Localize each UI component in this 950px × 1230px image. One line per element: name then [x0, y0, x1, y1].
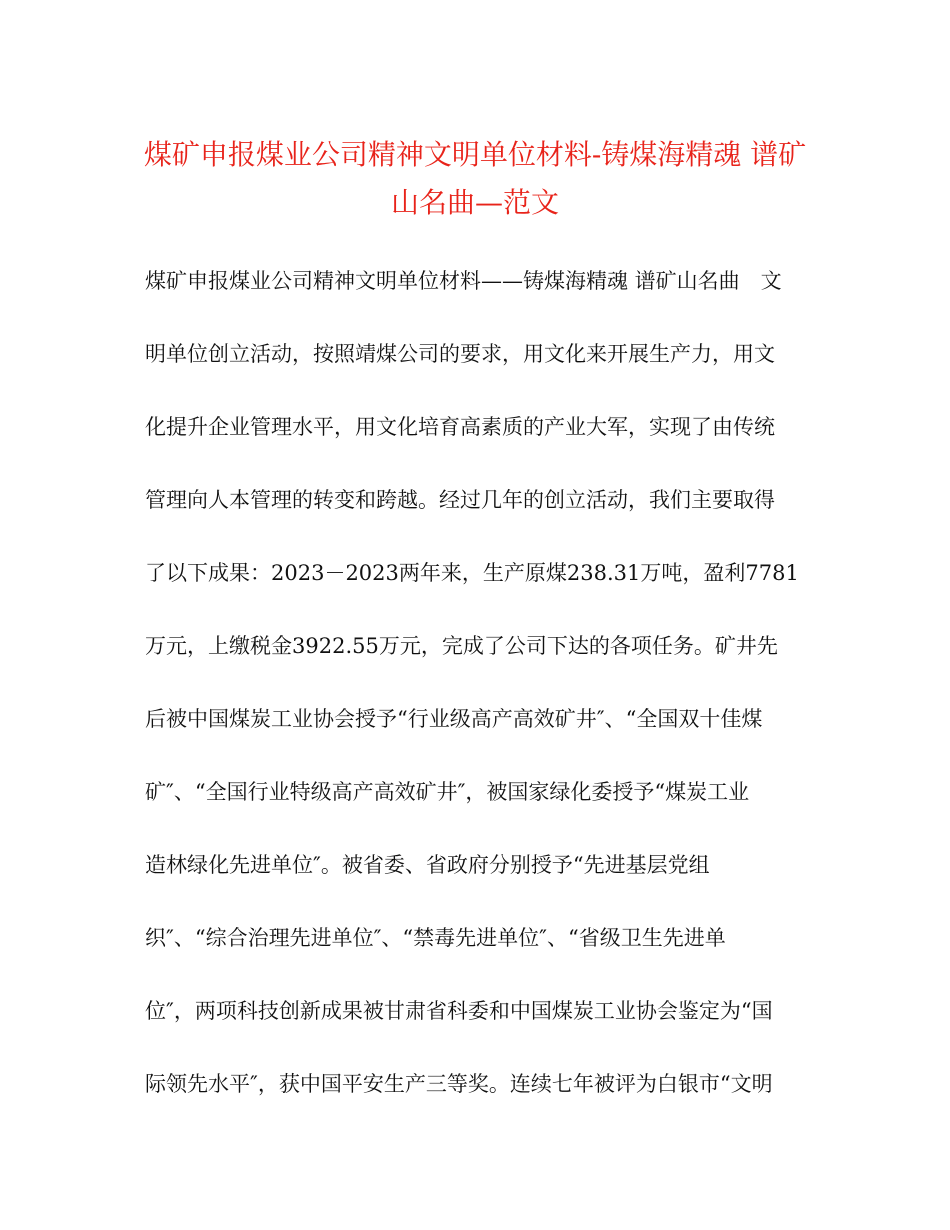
document-title [120, 131, 830, 227]
body-line-8: 矿″、“全国行业特级高产高效矿井″，被国家绿化委授予“煤炭工业 [145, 780, 750, 804]
body-line-10: 织″、“综合治理先进单位″、“禁毒先进单位″、“省级卫生先进单 [145, 926, 726, 950]
body-line-11: 位″，两项科技创新成果被甘肃省科委和中国煤炭工业协会鉴定为“国 [145, 999, 773, 1023]
body-line-5: 了以下成果：2023－2023两年来，生产原煤238.31万吨，盈利7781 [145, 561, 799, 585]
body-line-3: 化提升企业管理水平，用文化培育高素质的产业大军，实现了由传统 [145, 415, 775, 439]
body-line-4: 管理向人本管理的转变和跨越。经过几年的创立活动，我们主要取得 [145, 488, 775, 512]
body-line-6: 万元，上缴税金3922.55万元，完成了公司下达的各项任务。矿井先 [145, 634, 778, 658]
body-line-12: 际领先水平″，获中国平安生产三等奖。连续七年被评为白银市“文明 [145, 1072, 773, 1096]
body-line-9: 造林绿化先进单位″。被省委、省政府分别授予“先进基层党组 [145, 853, 710, 877]
body-line-2: 明单位创立活动，按照靖煤公司的要求，用文化来开展生产力，用文 [145, 342, 775, 366]
body-line-7: 后被中国煤炭工业协会授予“行业级高产高效矿井″、“全国双十佳煤 [145, 707, 763, 731]
title-line-1: 煤矿申报煤业公司精神文明单位材料-铸煤海精魂 谱矿 [143, 138, 807, 171]
title-line-2: 山名曲—范文 [390, 186, 559, 219]
body-line-1: 煤矿申报煤业公司精神文明单位材料——铸煤海精魂 谱矿山名曲 文 [145, 269, 782, 293]
